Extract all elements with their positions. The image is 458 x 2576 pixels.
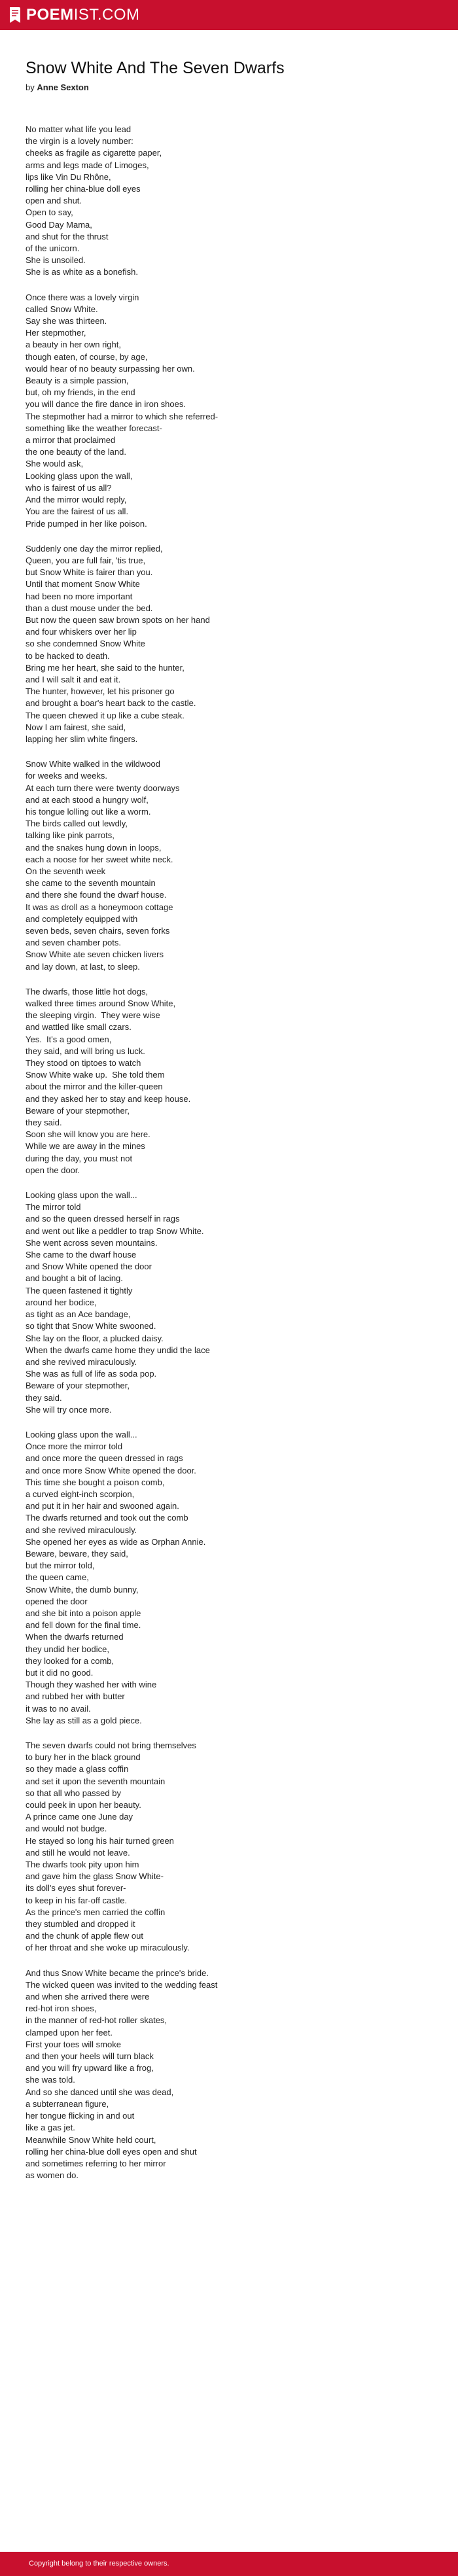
poem-line: and shut for the thrust	[26, 231, 109, 241]
poem-line: First your toes will smoke	[26, 2039, 121, 2049]
poem-line: and once more Snow White opened the door.	[26, 1465, 196, 1475]
poem-line: She is unsoiled.	[26, 255, 86, 266]
footer-bar	[0, 2552, 458, 2576]
poem-line: open and shut.	[26, 196, 82, 206]
poem-line: the one beauty of the land.	[26, 447, 126, 457]
poem-line: Queen, you are full fair, 'tis true,	[26, 555, 146, 565]
poem-line: they stumbled and dropped it	[26, 1919, 135, 1930]
poem-line: red-hot iron shoes,	[26, 2003, 97, 2014]
poem-line: She was as full of life as soda pop.	[26, 1369, 157, 1379]
poem-line: during the day, you must not	[26, 1153, 133, 1163]
poem-line: so she condemned Snow White	[26, 639, 145, 649]
poem-line: Looking glass upon the wall,	[26, 470, 133, 481]
poem-line: clamped upon her feet.	[26, 2027, 113, 2038]
poem-line: The mirror told	[26, 1202, 81, 1212]
poem-line: and lay down, at last, to sleep.	[26, 961, 140, 972]
poem-line: she was told.	[26, 2075, 75, 2085]
poem-stanza	[26, 1190, 431, 1416]
poem-line: so tight that Snow White swooned.	[26, 1321, 156, 1332]
poem-line: called Snow White.	[26, 304, 98, 314]
poem-line: as women do.	[26, 2170, 79, 2181]
poem-line: in the manner of red-hot roller skates,	[26, 2015, 167, 2026]
poem-line: and rubbed her with butter	[26, 1691, 125, 1702]
poem-line: they looked for a comb,	[26, 1655, 114, 1666]
poem-line: cheeks as fragile as cigarette paper,	[26, 148, 162, 158]
poem-stanza	[26, 292, 431, 530]
poem-line: Beware, beware, they said,	[26, 1548, 128, 1559]
poem-line: and would not budge.	[26, 1824, 107, 1834]
poem-line: a subterranean figure,	[26, 2098, 109, 2109]
poem-line: you will dance the fire dance in iron shoes.	[26, 399, 186, 410]
poem-line: While we are away in the mines	[26, 1141, 145, 1152]
poem-line: they undid her bodice,	[26, 1644, 109, 1654]
poem-line: each a noose for her sweet white neck.	[26, 854, 173, 864]
poem-line: She is as white as a bonefish.	[26, 267, 138, 277]
poem-line: and wattled like small czars.	[26, 1022, 132, 1032]
poem-line: as tight as an Ace bandage,	[26, 1309, 131, 1320]
poem-line: They stood on tiptoes to watch	[26, 1058, 141, 1068]
poem-line: The birds called out lewdly,	[26, 819, 128, 829]
poem-line: Now I am fairest, she said,	[26, 722, 126, 732]
poem-line: could peek in upon her beauty.	[26, 1800, 141, 1810]
poem-line: Looking glass upon the wall...	[26, 1190, 137, 1201]
poem-line: She lay on the floor, a plucked daisy.	[26, 1333, 164, 1343]
poem-line: and brought a boar's heart back to the castle.	[26, 698, 196, 709]
poem-line: about the mirror and the killer-queen	[26, 1082, 163, 1092]
poem-line: so that all who passed by	[26, 1788, 121, 1798]
book-icon	[8, 6, 22, 24]
poem-line: his tongue lolling out like a worm.	[26, 806, 151, 817]
poem-line: He stayed so long his hair turned green	[26, 1835, 174, 1846]
poem-line: and you will fry upward like a frog,	[26, 2063, 154, 2073]
poem-line: The dwarfs, those little hot dogs,	[26, 986, 149, 997]
poem-line: and they asked her to stay and keep house.	[26, 1093, 191, 1104]
poem-line: it was to no avail.	[26, 1703, 91, 1714]
poem-line: and fell down for the final time.	[26, 1620, 141, 1631]
poem-line: Snow White ate seven chicken livers	[26, 949, 164, 960]
poem-line: Pride pumped in her like poison.	[26, 518, 147, 529]
poem-line: On the seventh week	[26, 866, 106, 876]
poem-line: She lay as still as a gold piece.	[26, 1715, 142, 1725]
poem-line: they said.	[26, 1392, 62, 1403]
poem-line: than a dust mouse under the bed.	[26, 603, 153, 613]
by-label: by	[26, 82, 35, 92]
poem-line: and there she found the dwarf house.	[26, 890, 167, 900]
poem-line: Once there was a lovely virgin	[26, 292, 139, 302]
poem-line: She went across seven mountains.	[26, 1237, 158, 1248]
poem-line: The dwarfs took pity upon him	[26, 1860, 139, 1870]
poem-line: At each turn there were twenty doorways	[26, 783, 180, 793]
poem-line: Once more the mirror told	[26, 1441, 123, 1452]
poem-line: but, oh my friends, in the end	[26, 387, 135, 398]
poem-line: the sleeping virgin. They were wise	[26, 1010, 160, 1021]
poem-line: Looking glass upon the wall...	[26, 1429, 137, 1439]
header-bar	[0, 0, 458, 30]
poem-line: so they made a glass coffin	[26, 1764, 129, 1774]
poem-line: Open to say,	[26, 207, 73, 218]
poem-line: You are the fairest of us all.	[26, 506, 129, 517]
poem-line: the queen came,	[26, 1572, 89, 1583]
poem-line: As the prince's men carried the coffin	[26, 1907, 166, 1917]
poem-line: and at each stood a hungry wolf,	[26, 794, 149, 805]
poem-line: and then your heels will turn black	[26, 2051, 154, 2062]
poem-line: and she bit into a poison apple	[26, 1608, 141, 1618]
poem-line: Yes. It's a good omen,	[26, 1034, 112, 1044]
poem-line: but it did no good.	[26, 1667, 94, 1678]
poem-line: though eaten, of course, by age,	[26, 351, 148, 362]
poem-line: and sometimes referring to her mirror	[26, 2158, 166, 2168]
poem-line: to be hacked to death.	[26, 650, 110, 661]
poem-line: Bring me her heart, she said to the hunter,	[26, 662, 185, 673]
poem-line: She would ask,	[26, 459, 84, 469]
poem-line: The dwarfs returned and took out the comb	[26, 1513, 188, 1523]
poem-line: Snow White walked in the wildwood	[26, 759, 160, 769]
poem-line: A prince came one June day	[26, 1812, 133, 1822]
poem-line: and she revived miraculously.	[26, 1356, 137, 1367]
poem-stanza	[26, 758, 431, 973]
author-name[interactable]: Anne Sexton	[37, 82, 89, 92]
logo-text	[26, 6, 140, 24]
poem-content	[26, 58, 431, 2195]
poem-line: and four whiskers over her lip	[26, 627, 137, 637]
poem-line: The stepmother had a mirror to which she referred-	[26, 411, 219, 421]
poem-line: walked three times around Snow White,	[26, 998, 176, 1009]
poem-line: of the unicorn.	[26, 243, 80, 254]
poem-line: of her throat and she woke up miraculously.	[26, 1943, 190, 1953]
poem-line: and so the queen dressed herself in rags	[26, 1214, 180, 1224]
poem-line: who is fairest of us all?	[26, 482, 112, 493]
copyright-text: Copyright belong to their respective owners.	[29, 2560, 169, 2567]
poem-line: The queen chewed it up like a cube steak.	[26, 710, 185, 720]
poem-line: but the mirror told,	[26, 1561, 95, 1571]
poem-line: something like the weather forecast-	[26, 423, 162, 433]
poem-line: open the door.	[26, 1165, 80, 1175]
poem-line: but Snow White is fairer than you.	[26, 567, 153, 578]
poem-line: She opened her eyes as wide as Orphan Annie.	[26, 1536, 206, 1547]
poem-line: for weeks and weeks.	[26, 771, 108, 781]
poem-line: It was as droll as a honeymoon cottage	[26, 902, 173, 912]
poem-line: would hear of no beauty surpassing her own.	[26, 363, 195, 374]
poem-line: her tongue flicking in and out	[26, 2111, 135, 2121]
poem-line: Beware of your stepmother,	[26, 1105, 130, 1116]
poem-line: a mirror that proclaimed	[26, 435, 116, 446]
poem-line: to bury her in the black ground	[26, 1752, 141, 1763]
poem-line: rolling her china-blue doll eyes open and shut	[26, 2146, 197, 2157]
poem-line: The seven dwarfs could not bring themselves	[26, 1740, 196, 1750]
poem-line: they said, and will bring us luck.	[26, 1046, 145, 1056]
poem-stanza	[26, 543, 431, 745]
poem-stanza	[26, 124, 431, 279]
poem-stanza	[26, 1967, 431, 2182]
poem-line: Beware of your stepmother,	[26, 1381, 130, 1391]
poem-line: When the dwarfs came home they undid the lace	[26, 1345, 210, 1355]
poem-line: a beauty in her own right,	[26, 340, 121, 350]
poem-line: Say she was thirteen.	[26, 316, 107, 326]
poem-line: and set it upon the seventh mountain	[26, 1776, 166, 1786]
poem-line: But now the queen saw brown spots on her hand	[26, 614, 210, 625]
poem-line: Good Day Mama,	[26, 219, 92, 230]
poem-line: Snow White wake up. She told them	[26, 1070, 165, 1080]
poem-line: The hunter, however, let his prisoner go	[26, 686, 175, 697]
poem-line: and once more the queen dressed in rags	[26, 1453, 183, 1464]
poem-line: and the snakes hung down in loops,	[26, 842, 162, 853]
poem-line: and I will salt it and eat it.	[26, 674, 121, 684]
poem-line: she came to the seventh mountain	[26, 878, 156, 889]
poem-line: and went out like a peddler to trap Snow White.	[26, 1226, 204, 1236]
poem-line: to keep in his far-off castle.	[26, 1895, 128, 1905]
poem-line: This time she bought a poison comb,	[26, 1477, 165, 1487]
poem-line: And so she danced until she was dead,	[26, 2087, 174, 2097]
poem-line: lapping her slim white fingers.	[26, 733, 138, 744]
poem-line: and gave him the glass Snow White-	[26, 1871, 164, 1882]
poem-line: and seven chamber pots.	[26, 938, 121, 948]
poem-line: and Snow White opened the door	[26, 1262, 152, 1272]
poem-line: And thus Snow White became the prince's bride.	[26, 1967, 209, 1978]
poem-line: seven beds, seven chairs, seven forks	[26, 926, 170, 936]
byline	[26, 82, 431, 92]
site-logo[interactable]	[8, 6, 140, 24]
poem-line: The queen fastened it tightly	[26, 1285, 133, 1296]
poem-line: its doll's eyes shut forever-	[26, 1883, 126, 1894]
poem-line: And the mirror would reply,	[26, 495, 127, 505]
poem-line: and put it in her hair and swooned again.	[26, 1501, 179, 1511]
poem-line: opened the door	[26, 1596, 88, 1606]
poem-title: Snow White And The Seven Dwarfs	[26, 59, 285, 77]
poem-line: When the dwarfs returned	[26, 1632, 124, 1642]
poem-line: She will try once more.	[26, 1404, 112, 1415]
poem-line: Meanwhile Snow White held court,	[26, 2134, 156, 2145]
poem-line: and the chunk of apple flew out	[26, 1931, 143, 1941]
poem-line: Soon she will know you are here.	[26, 1129, 150, 1140]
poem-line: Beauty is a simple passion,	[26, 376, 129, 386]
poem-line: She came to the dwarf house	[26, 1250, 137, 1260]
poem-line: they said.	[26, 1118, 62, 1128]
poem-line: and she revived miraculously.	[26, 1525, 137, 1535]
poem-body	[26, 124, 431, 2181]
poem-line: No matter what life you lead	[26, 124, 132, 134]
poem-stanza	[26, 1429, 431, 1727]
poem-line: and bought a bit of lacing.	[26, 1273, 123, 1284]
poem-line: arms and legs made of Limoges,	[26, 160, 149, 170]
poem-line: around her bodice,	[26, 1297, 97, 1307]
poem-line: The wicked queen was invited to the wedding feast	[26, 1979, 218, 1990]
poem-line: rolling her china-blue doll eyes	[26, 184, 141, 194]
logo-text-strong: POEM	[26, 6, 74, 24]
poem-line: like a gas jet.	[26, 2123, 75, 2133]
poem-line: Her stepmother,	[26, 328, 86, 338]
poem-line: and completely equipped with	[26, 913, 138, 924]
poem-line: and still he would not leave.	[26, 1847, 130, 1858]
logo-text-light: IST.COM	[73, 6, 140, 24]
poem-line: had been no more important	[26, 591, 133, 601]
poem-line: the virgin is a lovely number:	[26, 136, 133, 147]
poem-line: talking like pink parrots,	[26, 830, 114, 841]
poem-line: lips like Vin Du Rhône,	[26, 171, 111, 182]
poem-line: Until that moment Snow White	[26, 579, 140, 590]
poem-stanza	[26, 1740, 431, 1954]
poem-line: Though they washed her with wine	[26, 1680, 157, 1690]
poem-line: Suddenly one day the mirror replied,	[26, 543, 163, 554]
poem-line: a curved eight-inch scorpion,	[26, 1489, 135, 1499]
poem-stanza	[26, 986, 431, 1176]
poem-line: and when she arrived there were	[26, 1992, 150, 2002]
poem-line: Snow White, the dumb bunny,	[26, 1584, 139, 1595]
